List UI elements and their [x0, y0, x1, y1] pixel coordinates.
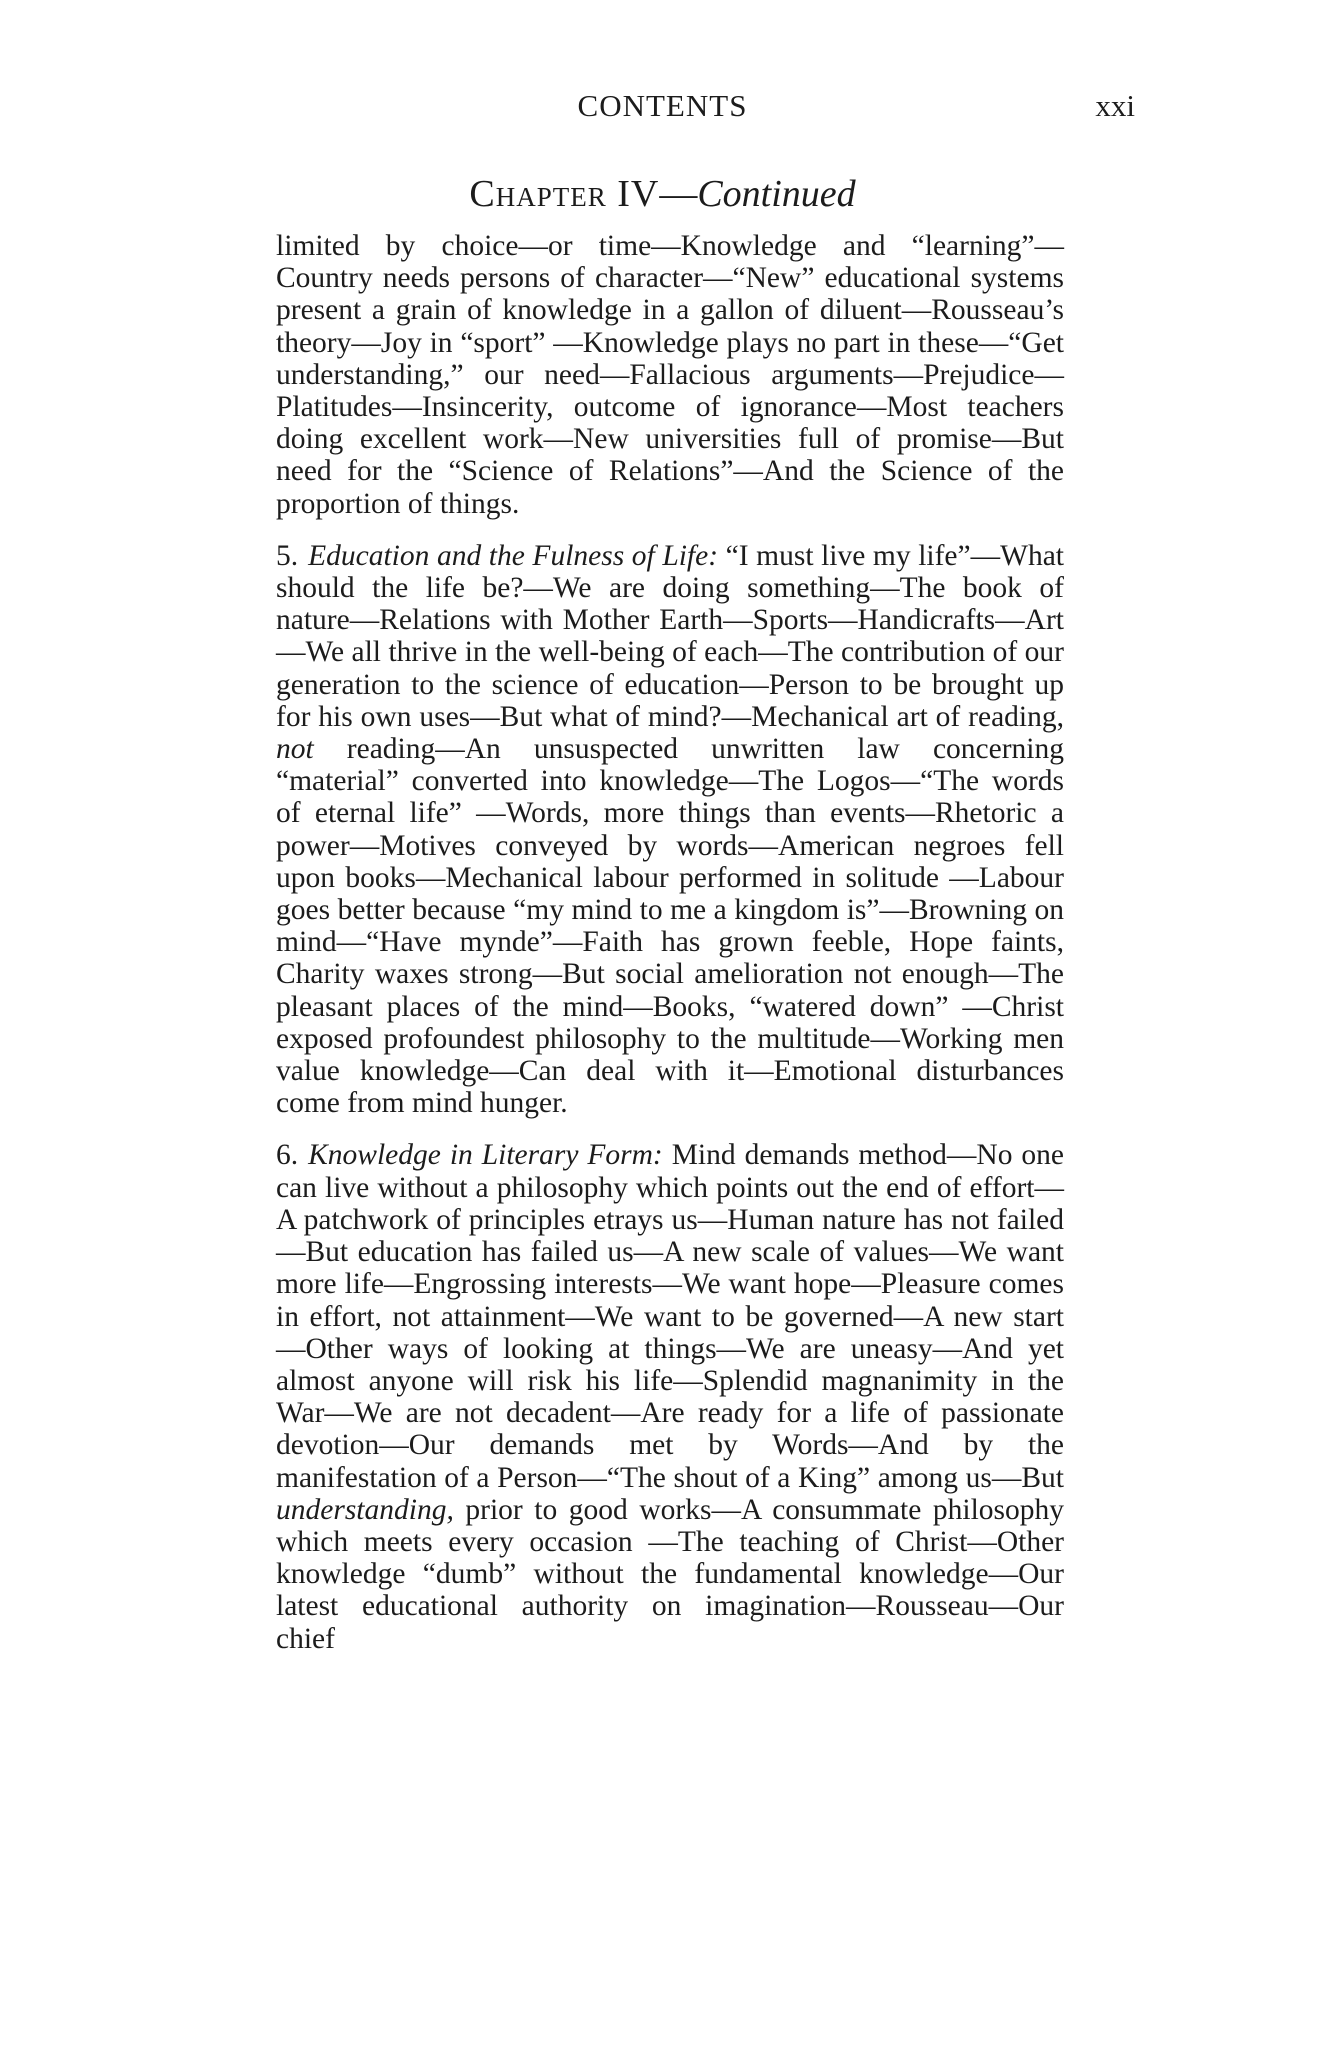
chapter-dash: — — [659, 173, 698, 215]
section-5 — [276, 540, 1064, 1120]
section-6-title: Knowledge in Literary Form: — [308, 1139, 663, 1172]
section-5-title: Education and the Fulness of Life: — [308, 539, 719, 572]
section-5-number: 5. — [276, 539, 299, 572]
section-5-text-b: reading—An unsuspected unwritten law concerning “material” converted into knowledge—The Logos—“The words of eternal life” —Words, more things than events—Rhetoric a power—Motives conveyed by words—American negroes fell upon books—Mechanical labour performed in solitude —Labour goes better because “my mind to me a kingdom is”—Browning on mind—“Have mynde”—Faith has grown feeble, Hope faints, Charity waxes strong—But social amelioration not enough—The pleasant places of the mind—Books, “watered down” —Christ exposed profoundest philosophy to the multitude—Working men value knowledge—Can deal with it—Emotional disturbances come from mind hunger. — [276, 733, 1064, 1120]
chapter-label: Chapter IV — [469, 173, 660, 215]
section-5-text-a: “I must live my life”—What should the life be?—We are doing something—The book of nature—Relations with Mother Earth—Sports—Handicrafts—Art—We all thrive in the well-being of each—The contribution of our generation to the science of education—Person to be brought up for his own uses—But what of mind?—Mechanical art of reading, — [276, 539, 1064, 733]
section-6 — [276, 1139, 1064, 1654]
page-header — [0, 88, 1325, 128]
contents-body — [276, 230, 1064, 1655]
chapter-heading — [0, 172, 1325, 216]
section-continued-text: limited by choice—or time—Knowledge and “learning”—Country needs persons of character—“New” educational systems present a grain of knowledge in a gallon of diluent—Rousseau’s theory—Joy in “sport” —Knowledge plays no part in these—“Get understanding,” our need—Fallacious arguments—Prejudice—Platitudes—Insincerity, outcome of ignorance—Most teachers doing excellent work—New universities full of promise—But need for the “Science of Relations”—And the Science of the proportion of things. — [276, 230, 1064, 520]
section-6-text-a: Mind demands method—No one can live without a philosophy which points out the end of effort—A patchwork of principles etrays us—Human nature has not failed—But education has failed us—A new scale of values—We want more life—Engrossing interests—We want hope—Pleasure comes in effort, not attainment—We want to be governed—A new start—Other ways of looking at things—We are uneasy—And yet almost anyone will risk his life—Splendid magnanimity in the War—We are not decadent—Are ready for a life of passionate devotion—Our demands met by Words—And by the manifestation of a Person—“The shout of a King” among us—But — [276, 1139, 1064, 1494]
running-head: CONTENTS — [577, 88, 748, 123]
section-6-number: 6. — [276, 1139, 299, 1172]
page-number: xxi — [1095, 88, 1135, 123]
section-6-text-emphasis: understanding, — [276, 1493, 454, 1526]
section-5-text-emphasis: not — [276, 733, 314, 766]
section-6-text-b: prior to good works—A consummate philosophy which meets every occasion —The teaching of Christ—Other knowledge “dumb” without the fundamental knowledge—Our latest educational authority on imagination—Rousseau—Our chief — [276, 1493, 1064, 1655]
chapter-continued: Continued — [697, 173, 856, 215]
